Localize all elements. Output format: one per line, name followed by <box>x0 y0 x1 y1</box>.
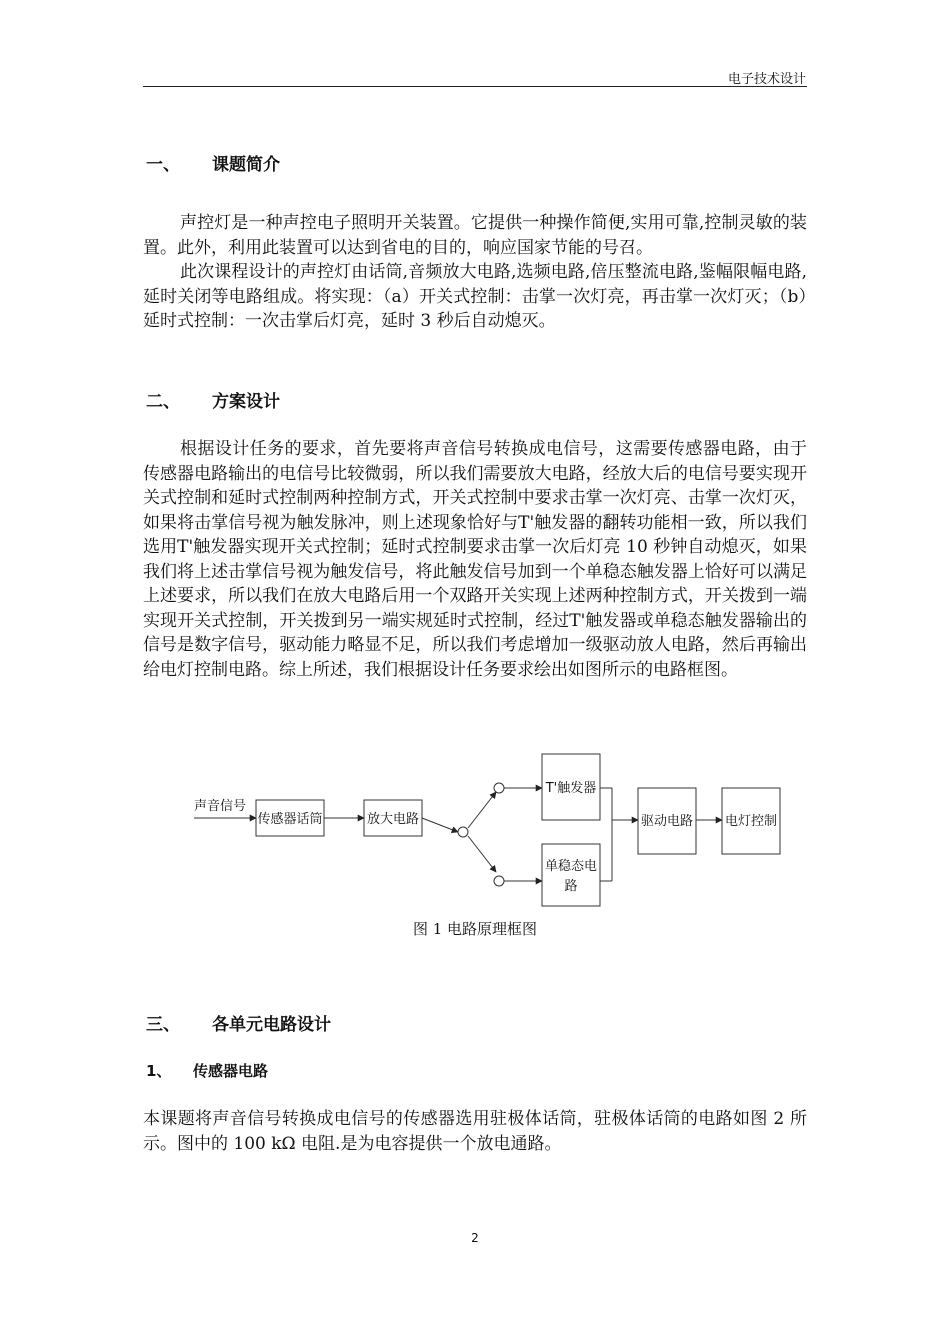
circuit-block-diagram <box>180 748 800 918</box>
section-1-heading <box>146 150 280 175</box>
section-1-number: 一、 <box>146 155 180 175</box>
section-2-number: 二、 <box>146 392 180 412</box>
subsection-1-title: 传感器电路 <box>193 1062 269 1080</box>
section-1-paragraph-1: 声控灯是一种声控电子照明开关装置。它提供一种操作简便,实用可靠,控制灵敏的装置。此外，利用此装置可以达到省电的目的，响应国家节能的号召。 <box>143 213 807 258</box>
driver-label: 驱动电路 <box>640 814 694 829</box>
subsection-1-number: 1、 <box>146 1062 172 1080</box>
sensor-label: 传感器话筒 <box>257 812 323 827</box>
switch-arm-down <box>468 836 496 872</box>
section-3-number: 三、 <box>146 1015 180 1035</box>
switch-terminal-upper <box>494 783 504 793</box>
section-2-heading <box>146 387 280 412</box>
switch-arm-up <box>468 792 496 828</box>
mono-label-line-2: 路 <box>564 879 578 894</box>
section-3-title: 各单元电路设计 <box>212 1015 331 1035</box>
page-number: 2 <box>471 1231 479 1245</box>
switch-terminal-lower <box>494 876 504 886</box>
figure-1-caption: 图 1 电路原理框图 <box>412 920 538 938</box>
mono-label-line-1: 单稳态电 <box>544 859 598 874</box>
section-2-title: 方案设计 <box>212 392 280 412</box>
section-3-paragraph-1: 本课题将声音信号转换成电信号的传感器选用驻极体话筒，驻极体话筒的电路如图 2 所示。图中的 100 kΩ 电阻.是为电容提供一个放电通路。 <box>143 1109 807 1154</box>
mono-box <box>542 844 600 906</box>
section-1-title: 课题简介 <box>212 155 280 175</box>
section-3-heading <box>146 1010 331 1035</box>
header-title: 电子技术设计 <box>727 72 806 87</box>
lamp-label: 电灯控制 <box>724 814 778 829</box>
section-2-paragraph-1: 根据设计任务的要求，首先要将声音信号转换成电信号，这需要传感器电路，由于传感器电路输出的电信号比较微弱，所以我们需要放大电路，经放大后的电信号要实现开关式控制和延时式控制两种控制方式，开关式控制中要求击掌一次灯亮、击掌一次灯灭，如果将击掌信号视为触发脉冲，则上述现象恰好与T'触发器的翻转功能相一致，所以我们选用T'触发器实现开关式控制；延时式控制要求击掌一次后灯亮 10 秒钟自动熄灭，如果我们将上述击掌信号视为触发信号，将此触发信号加到一个单稳态触发器上恰好可以满足上述要求，所以我们在放大电路后用一个双路开关实现上述两种控制方式，开关拨到一端实现开关式控制，开关拨到另一端实规延时式控制，经过T'触发器或单稳态触发器输出的信号是数字信号，驱动能力略显不足，所以我们考虑增加一级驱动放人电路，然后再输出给电灯控制电路。综上所述，我们根据设计任务要求绘出如图所示的电路框图。 <box>143 439 807 680</box>
input-label: 声音信号 <box>194 799 247 814</box>
section-1-paragraph-2: 此次课程设计的声控灯由话筒,音频放大电路,选频电路,倍压整流电路,鉴幅限幅电路,延时关闭等电路组成。将实现：（a）开关式控制：击掌一次灯亮，再击掌一次灯灭；（b）延时式控制：一次击掌后灯亮，延时 3 秒后自动熄灭。 <box>143 262 807 331</box>
subsection-1-heading <box>146 1060 268 1081</box>
arrow-amp-switch <box>422 818 458 832</box>
switch-common-terminal <box>458 827 468 837</box>
amplifier-label: 放大电路 <box>366 812 420 827</box>
header-rule <box>143 86 807 87</box>
tflip-label: T'触发器 <box>545 781 597 796</box>
